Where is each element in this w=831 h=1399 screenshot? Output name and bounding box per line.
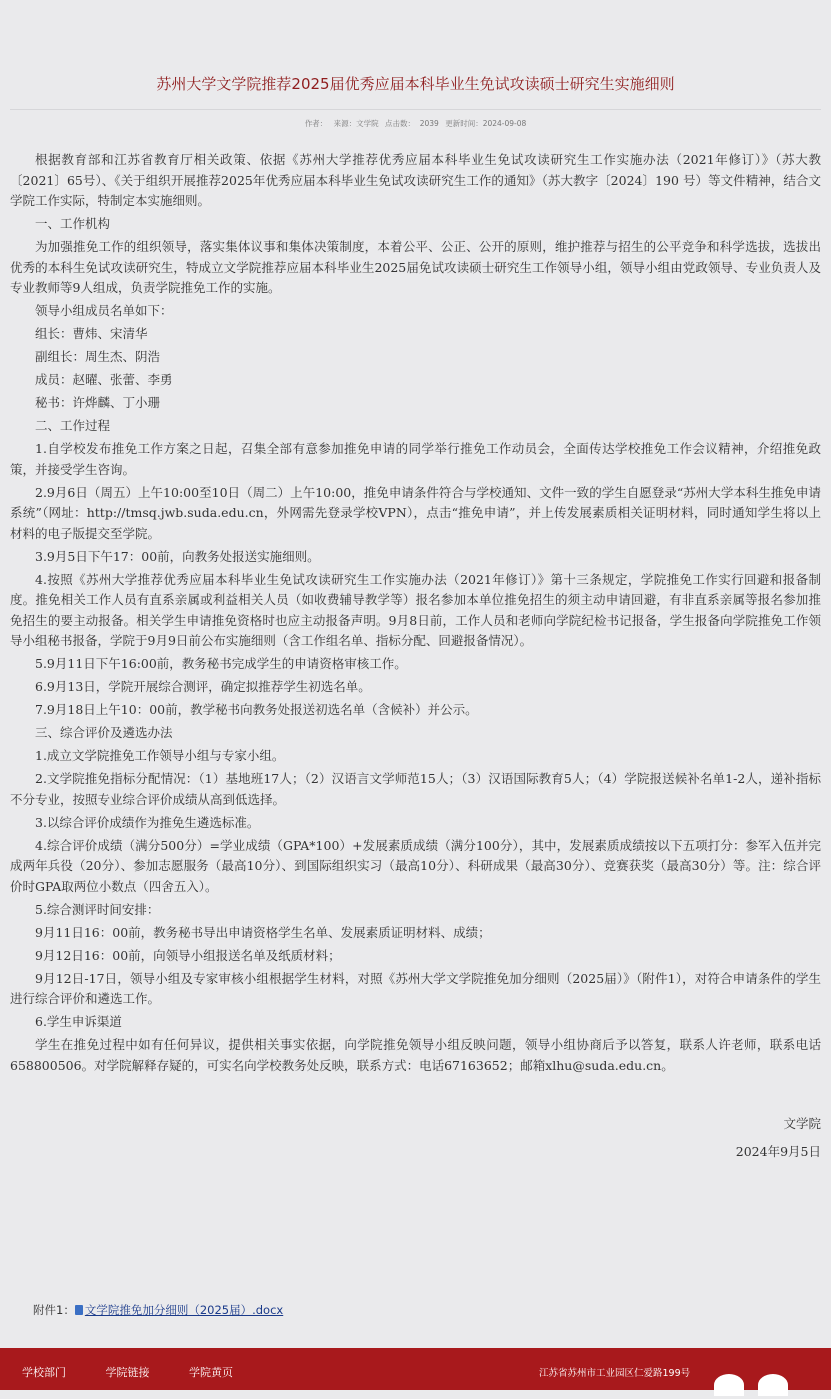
paragraph: 为加强推免工作的组织领导，落实集体议事和集体决策制度，本着公平、公正、公开的原则，维护推荐与招生的公平竞争和科学选拔，选拔出优秀的本科生免试攻读研究生，特成立文学院推荐应届本科毕业生2025届免试攻读硕士研究生工作领导小组，领导小组由党政领导、专业负责人及专业教师等9人组成，负责学院推免工作的实施。 (10, 239, 821, 295)
paragraph: 9月12日16：00前，向领导小组报送名单及纸质材料； (35, 947, 341, 963)
paragraph: 7.9月18日上午10：00前，教学秘书向教务处报送初选名单（含候补）并公示。 (35, 702, 478, 717)
paragraph: 1.自学校发布推免工作方案之日起，召集全部有意参加推免申请的同学举行推免工作动员会，全面传达学校推免工作会议精神，介绍推免政策，并接受学生咨询。 (10, 441, 821, 477)
paragraph: 4.综合评价成绩（满分500分）=学业成绩（GPA*100）+发展素质成绩（满分100分），其中，发展素质成绩按以下五项打分：参军入伍并完成两年兵役（20分）、参加志愿服务（最高10分）、到国际组织实习（最高10分）、科研成果（最高30分）、竞赛获奖（最高30分）等。注：综合评价时GPA取两位小数点（四舍五入）。 (10, 837, 821, 894)
footer-nav (22, 1364, 269, 1380)
paragraph: 副组长：周生杰、阴浩 (35, 349, 161, 364)
footer (0, 1348, 831, 1390)
weibo-icon[interactable] (714, 1374, 744, 1396)
meta-author: 作者： (304, 119, 328, 128)
attachment-link[interactable]: 文学院推免加分细则（2025届）.docx (84, 1303, 284, 1317)
paragraph: 3.9月5日下午17：00前，向教务处报送实施细则。 (35, 548, 320, 564)
footer-address: 江苏省苏州市工业园区仁爱路199号 (539, 1368, 691, 1379)
paragraph: 领导小组成员名单如下： (35, 303, 173, 318)
attachment-label: 附件1： (33, 1303, 75, 1317)
footer-link-departments[interactable]: 学校部门 (22, 1366, 66, 1379)
signature-date: 2024年9月5日 (735, 1143, 821, 1159)
paragraph: 9月11日16：00前，教务秘书导出申请资格学生名单、发展素质证明材料、成绩； (35, 924, 491, 940)
section-heading: 二、工作过程 (35, 418, 111, 433)
paragraph: 3.以综合评价成绩作为推免生遴选标准。 (35, 814, 260, 830)
attachment (33, 1302, 283, 1318)
meta-updated: 更新时间：2024-09-08 (445, 119, 527, 128)
paragraph: 6.9月13日，学院开展综合测评，确定拟推荐学生初选名单。 (35, 679, 371, 694)
paragraph: 学生在推免过程中如有任何异议，提供相关事实依据，向学院推免领导小组反映问题，领导小组协商后予以答复，联系人许老师，联系电话658800506。对学院解释存疑的，可实名向学校教务处反映，联系方式：电话67163652；邮箱xlhu@suda.edu.cn。 (10, 1037, 821, 1073)
paragraph: 2.文学院推免指标分配情况：（1）基地班17人；（2）汉语言文学师范15人；（3）汉语国际教育5人；（4）学院报送候补名单1-2人，递补指标不分专业，按照专业综合评价成绩从高到低选择。 (10, 771, 821, 807)
meta-source: 来源：文学院 (333, 119, 379, 128)
paragraph: 5.综合测评时间安排： (35, 901, 160, 917)
doc-file-icon (75, 1305, 83, 1315)
footer-social (714, 1374, 802, 1399)
section-heading: 一、工作机构 (35, 216, 111, 231)
paragraph: 成员：赵曜、张蕾、李勇 (35, 372, 173, 387)
article-title: 苏州大学文学院推荐2025届优秀应届本科毕业生免试攻读硕士研究生实施细则 (156, 75, 675, 93)
paragraph: 4.按照《苏州大学推荐优秀应届本科毕业生免试攻读研究生工作实施办法（2021年修订）》第十三条规定，学院推免工作实行回避和报备制度。推免相关工作人员有直系亲属或利益相关人员（如收费辅导教学等）报名参加本单位推免招生的须主动申请回避，有非直系亲属等报名参加推免招生的要主动报备。相关学生申请推免资格时也应主动报备声明。9月8日前，工作人员和老师向学院纪检书记报备，学生报备向学院推免工作领导小组秘书报备，学院于9月9日前公布实施细则（含工作组名单、指标分配、回避报备情况）。 (10, 571, 821, 648)
paragraph: 组长：曹炜、宋清华 (35, 326, 148, 341)
article-meta (0, 118, 831, 129)
title-divider (10, 109, 821, 110)
section-heading: 三、综合评价及遴选办法 (35, 725, 173, 740)
paragraph: 9月12日-17日，领导小组及专家审核小组根据学生材料，对照《苏州大学文学院推免加分细则（2025届）》（附件1），对符合申请条件的学生进行综合评价和遴选工作。 (10, 970, 821, 1006)
article-body (10, 150, 821, 1169)
paragraph: 6.学生申诉渠道 (35, 1014, 122, 1029)
paragraph: 根据教育部和江苏省教育厅相关政策、依据《苏州大学推荐优秀应届本科毕业生免试攻读研究生工作实施办法（2021年修订）》（苏大教〔2021〕65号）、《关于组织开展推荐2025年优秀应届本科毕业生免试攻读研究生工作的通知》（苏大教字〔2024〕190 号）等文件精神，结合文学院工作实际，特制定本实施细则。 (10, 152, 821, 208)
paragraph: 5.9月11日下午16:00前，教务秘书完成学生的申请资格审核工作。 (35, 656, 407, 671)
paragraph: 秘书：许烨麟、丁小珊 (35, 395, 161, 410)
meta-clicks: 点击数： 2039 (384, 119, 439, 128)
wechat-icon[interactable] (758, 1374, 788, 1396)
paragraph: 1.成立文学院推免工作领导小组与专家小组。 (35, 748, 285, 763)
signature: 文学院 (783, 1116, 821, 1131)
footer-link-yellow-pages[interactable]: 学院黄页 (189, 1366, 233, 1379)
paragraph: 2.9月6日（周五）上午10:00至10日（周二）上午10:00，推免申请条件符合与学校通知、文件一致的学生自愿登录“苏州大学本科生推免申请系统”（网址：http://tmsq.jwb.suda.edu.cn，外网需先登录学校VPN），点击“推免申请”，并上传发展素质相关证明材料，同时通知学生将以上材料的电子版提交至学院。 (10, 484, 821, 541)
footer-link-college-links[interactable]: 学院链接 (105, 1366, 150, 1379)
